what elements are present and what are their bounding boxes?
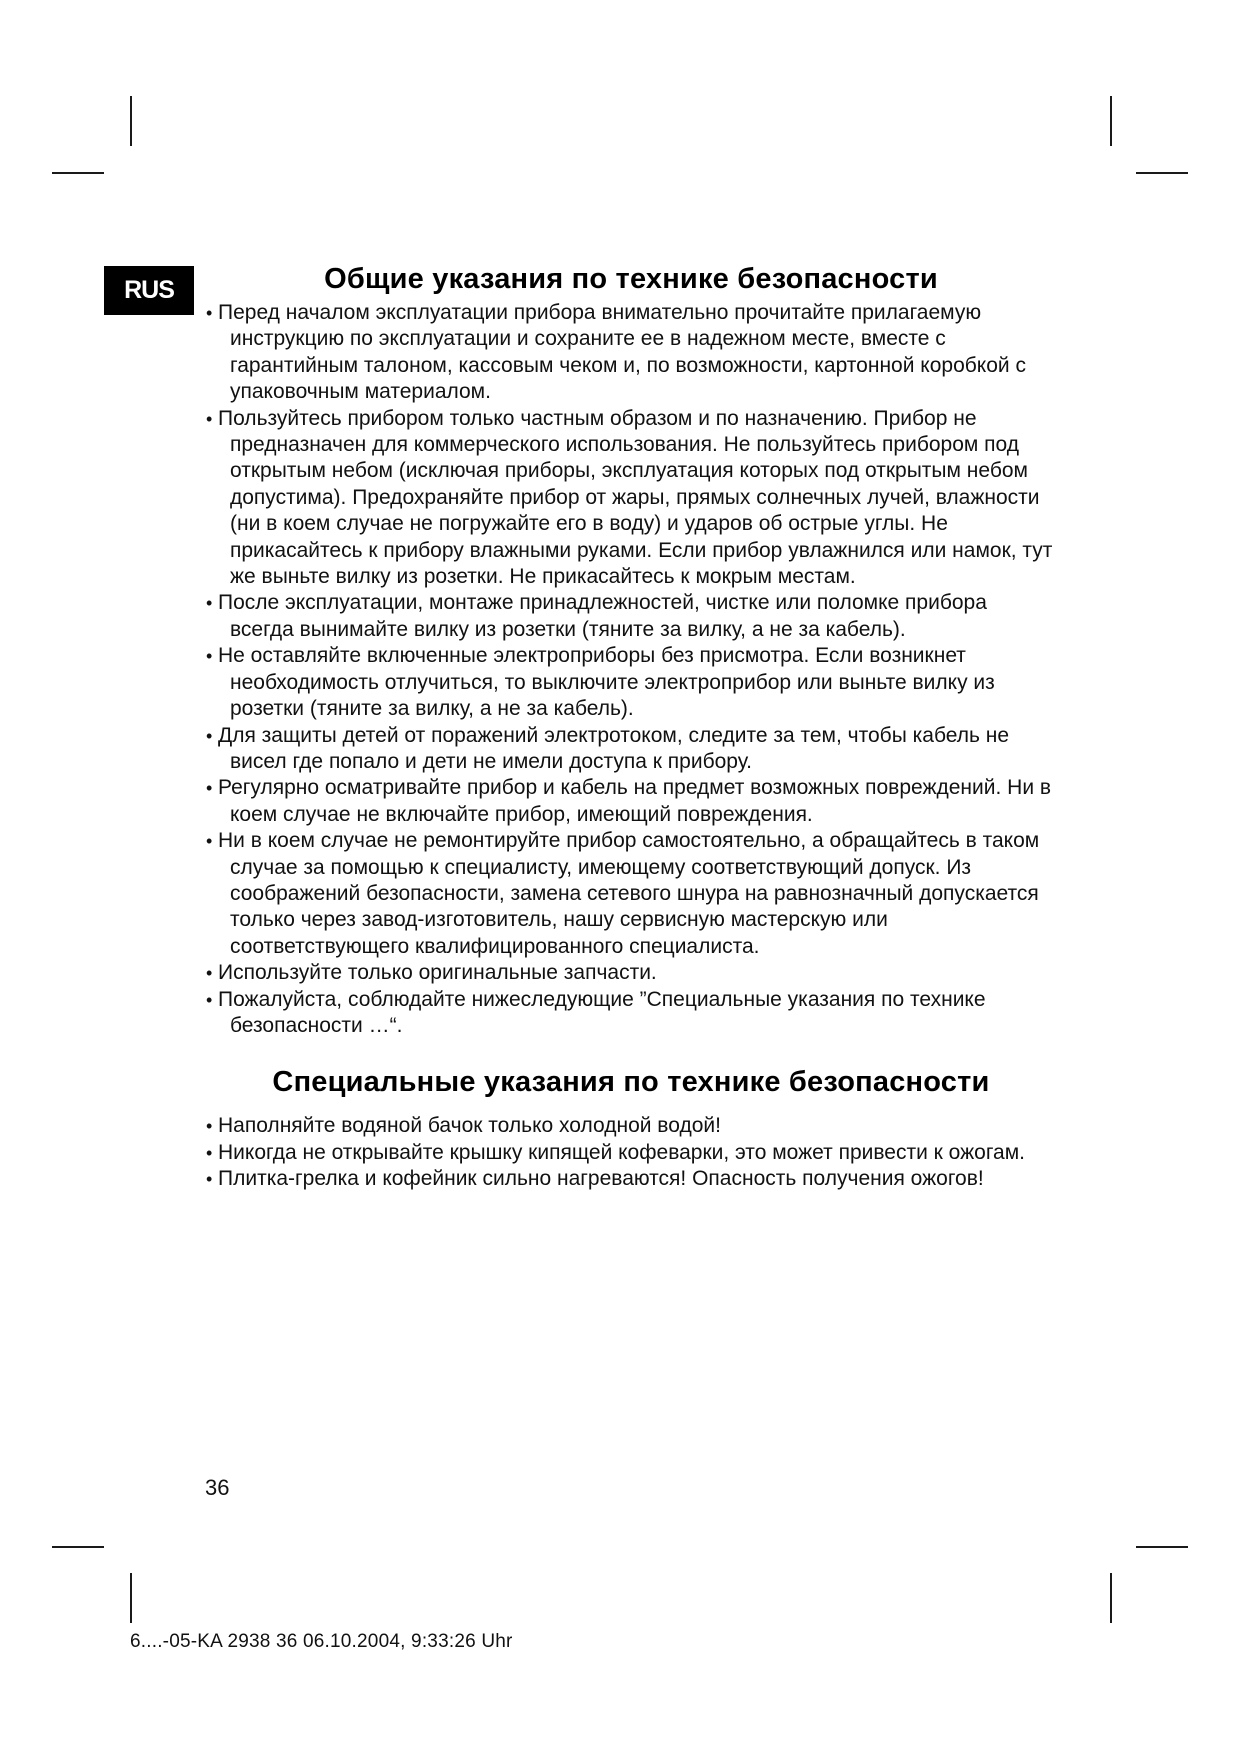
- special-safety-title: Специальные указания по технике безопасности: [272, 1066, 990, 1099]
- general-safety-title: Общие указания по технике безопасности: [324, 263, 938, 295]
- language-tab: RUS: [104, 266, 194, 315]
- crop-mark-top-right-horizontal: [1136, 172, 1188, 174]
- list-item: • Наполняйте водяной бачок только холодной водой!: [206, 1113, 1056, 1139]
- list-item: • Используйте только оригинальные запчасти.: [206, 960, 1056, 986]
- list-item: • После эксплуатации, монтаже принадлежностей, чистке или поломке прибора всегда вынимайте вилку из розетки (тяните за вилку, а не за кабель).: [206, 591, 987, 641]
- bullet-icon: •: [206, 408, 213, 429]
- list-item: • Никогда не открывайте крышку кипящей кофеварки, это может привести к ожогам.: [206, 1140, 1056, 1166]
- page-content: [206, 258, 1056, 1193]
- bullet-icon: •: [206, 646, 213, 667]
- crop-mark-bottom-right-horizontal: [1136, 1546, 1188, 1548]
- general-safety-list: [206, 300, 1056, 1039]
- list-item: • Пользуйтесь прибором только частным образом и по назначению. Прибор не предназначен для коммерческого использования. Не пользуйтесь прибором под открытым небом (исключая приборы, эксплуатация которых под открытым небом допустима). Предохраняйте прибор от жары, прямых солнечных лучей, влажности (ни в коем случае не погружайте его в воду) и ударов об острые углы. Не прикасайтесь к прибору влажными руками. Если прибор увлажнился или намок, тут же выньте вилку из розетки. Не прикасайтесь к мокрым местам.: [206, 406, 1053, 589]
- bullet-icon: •: [206, 1142, 213, 1163]
- crop-mark-top-right-vertical: [1110, 96, 1112, 146]
- list-item: • Пожалуйста, соблюдайте нижеследующие ”Специальные указания по технике безопасности …“.: [206, 987, 986, 1037]
- list-item: • Не оставляйте включенные электроприборы без присмотра. Если возникнет необходимость отлучиться, то выключите электроприбор или выньте вилку из розетки (тяните за вилку, а не за кабель).: [206, 644, 995, 721]
- bullet-icon: •: [206, 1116, 213, 1137]
- bullet-icon: •: [206, 593, 213, 614]
- crop-mark-top-left-vertical: [130, 96, 132, 146]
- bullet-icon: •: [206, 989, 213, 1010]
- bullet-icon: •: [206, 725, 213, 746]
- list-item: • Перед началом эксплуатации прибора внимательно прочитайте прилагаемую инструкцию по эксплуатации и сохраните ее в надежном месте, вместе с гарантийным талоном, кассовым чеком и, по возможности, картонной коробкой с упаковочным материалом.: [206, 301, 1026, 404]
- crop-mark-bottom-left-vertical: [130, 1573, 132, 1623]
- bullet-icon: •: [206, 1169, 213, 1190]
- crop-mark-top-left-horizontal: [52, 172, 104, 174]
- list-item: • Регулярно осматривайте прибор и кабель на предмет возможных повреждений. Ни в коем случае не включайте прибор, имеющий повреждения.: [206, 776, 1052, 826]
- crop-mark-bottom-right-vertical: [1110, 1573, 1112, 1623]
- crop-mark-bottom-left-horizontal: [52, 1546, 104, 1548]
- list-item: • Плитка-грелка и кофейник сильно нагреваются! Опасность получения ожогов!: [206, 1166, 1056, 1192]
- page-number: 36: [205, 1475, 230, 1500]
- bullet-icon: •: [206, 831, 213, 852]
- print-footer: 6....-05-KA 2938 36 06.10.2004, 9:33:26 Uhr: [130, 1631, 513, 1652]
- special-safety-list: [206, 1113, 1056, 1192]
- list-item: • Для защиты детей от поражений электротоком, следите за тем, чтобы кабель не висел где попало и дети не имели доступа к прибору.: [206, 723, 1010, 773]
- bullet-icon: •: [206, 303, 213, 323]
- list-item: • Ни в коем случае не ремонтируйте прибор самостоятельно, а обращайтесь в таком случае за помощью к специалисту, имеющему соответствующий допуск. Из соображений безопасности, замена сетевого шнура на равнозначный допускается только через завод-изготовитель, нашу сервисную мастерскую или соответствующего квалифицированного специалиста.: [206, 829, 1040, 958]
- bullet-icon: •: [206, 778, 213, 799]
- bullet-icon: •: [206, 963, 213, 984]
